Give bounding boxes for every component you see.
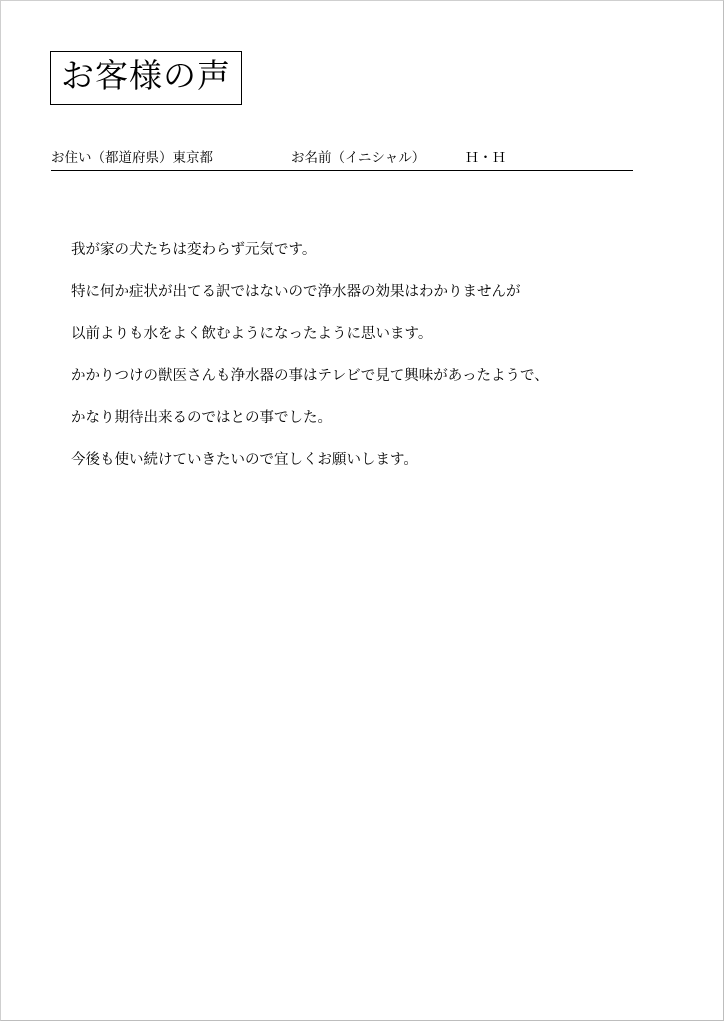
body-line: かかりつけの獣医さんも浄水器の事はテレビで見て興味があったようで、: [71, 368, 549, 384]
name-label: お名前（イニシャル）: [291, 150, 426, 165]
meta-row: [51, 146, 633, 171]
residence-value: 東京都: [172, 150, 213, 165]
body-line: 我が家の犬たちは変わらず元気です。: [71, 242, 317, 258]
body-line: かなり期待出来るのではとの事でした。: [71, 410, 332, 426]
residence-label: お住い（都道府県）: [51, 150, 173, 165]
page-title: お客様の声: [61, 59, 231, 95]
name-value: Ｈ・Ｈ: [465, 150, 506, 165]
body-line: 特に何か症状が出てる訳ではないので浄水器の効果はわかりませんが: [71, 284, 521, 300]
body-line: 今後も使い続けていきたいので宜しくお願いします。: [71, 452, 418, 468]
body-text: [71, 229, 671, 481]
body-line: 以前よりも水をよく飲むようになったように思います。: [71, 326, 433, 342]
title-box: [50, 51, 242, 105]
